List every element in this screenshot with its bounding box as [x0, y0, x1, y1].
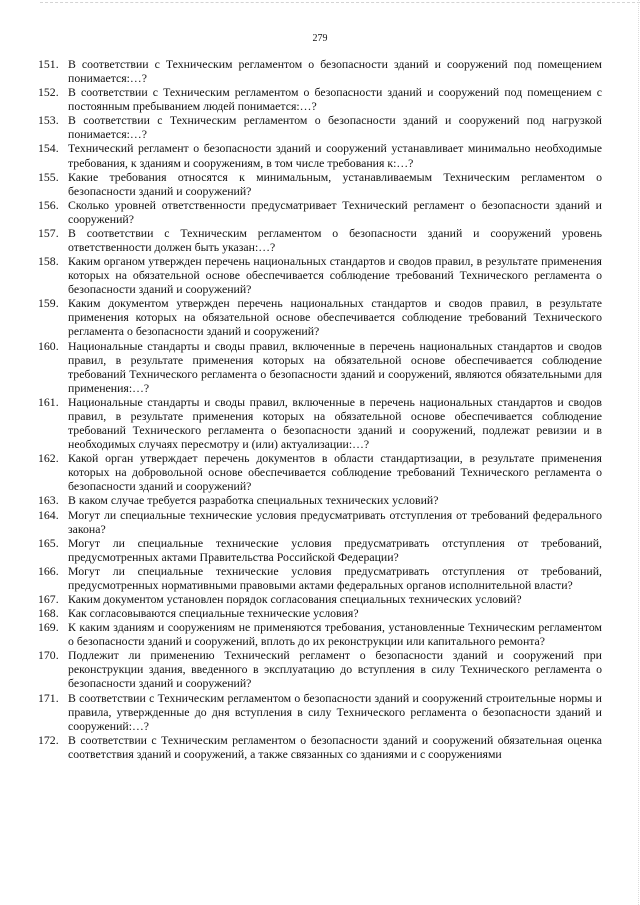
- question-item: [38, 536, 602, 564]
- question-number: 158.: [38, 254, 59, 269]
- question-number: 166.: [38, 563, 59, 578]
- question-number: 159.: [38, 296, 59, 311]
- question-item: [38, 564, 602, 592]
- question-item: [38, 691, 602, 733]
- question-number: 157.: [38, 225, 59, 240]
- question-list: [38, 57, 602, 761]
- question-number: 168.: [38, 606, 59, 621]
- question-item: [38, 226, 602, 254]
- question-number: 154.: [38, 141, 59, 156]
- question-text: В соответствии с Техническим регламентом о безопасности зданий и сооружений под помещением понимается:…?: [68, 57, 602, 86]
- question-text: Национальные стандарты и своды правил, включенные в перечень национальных стандартов и сводов правил, в результате применения которых на обязательной основе обеспечивается соблюдение требований Технического регламента о безопасности зданий и сооружений, являются обязательными для применения:…?: [68, 338, 602, 395]
- question-text: К каким зданиям и сооружениям не применяются требования, установленные Техническим регламентом о безопасности зданий и сооружений, вплоть до их реконструкции или капитального ремонта?: [68, 620, 602, 649]
- question-number: 151.: [38, 57, 59, 71]
- question-text: Технический регламент о безопасности зданий и сооружений устанавливает минимально необходимые требования, к зданиям и сооружениям, в том числе требования к:…?: [68, 141, 602, 170]
- question-text: Какие требования относятся к минимальным, устанавливаемым Техническим регламентом о безопасности зданий и сооружений?: [68, 169, 602, 198]
- question-number: 169.: [38, 620, 59, 635]
- question-item: [38, 170, 602, 198]
- scan-edge-top-divider: [40, 2, 640, 3]
- question-text: В соответствии с Техническим регламентом о безопасности зданий и сооружений под нагрузкой понимается:…?: [68, 113, 602, 142]
- question-item: [38, 620, 602, 648]
- question-item: [38, 141, 602, 169]
- question-number: 164.: [38, 507, 59, 522]
- question-text: Могут ли специальные технические условия предусматривать отступления от требований, предусмотренных нормативными правовыми актами федеральных органов исполнительной власти?: [68, 563, 602, 592]
- question-item: [38, 57, 602, 85]
- question-item: [38, 733, 602, 761]
- question-text: Подлежит ли применению Технический регламент о безопасности зданий и сооружений при реконструкции здания, введенного в эксплуатацию до вступления в силу Технического регламента о безопасности зданий и сооружений?: [68, 648, 602, 691]
- question-number: 171.: [38, 690, 59, 705]
- question-text: В соответствии с Техническим регламентом о безопасности зданий и сооружений уровень ответственности должен быть указан:…?: [68, 225, 602, 255]
- question-text: В соответствии с Техническим регламентом о безопасности зданий и сооружений обязательная оценка соответствия зданий и сооружений, а также связанных со зданиями и с сооружениями: [68, 732, 602, 761]
- question-item: [38, 592, 602, 606]
- question-number: 170.: [38, 648, 59, 663]
- question-item: [38, 606, 602, 620]
- question-text: Могут ли специальные технические условия предусматривать отступления от требований федерального закона?: [68, 507, 602, 536]
- question-number: 165.: [38, 535, 59, 550]
- question-text: Могут ли специальные технические условия предусматривать отступления от требований, предусмотренных актами Правительства Российской Федерации?: [68, 535, 602, 564]
- question-number: 172.: [38, 732, 59, 747]
- question-item: [38, 113, 602, 141]
- question-text: Каким органом утвержден перечень национальных стандартов и сводов правил, в результате применения которых на обязательной основе обеспечивается соблюдение требований Технического регламента о безопасности зданий и сооружений?: [68, 254, 602, 297]
- question-text: Каким документом утвержден перечень национальных стандартов и сводов правил, в результате применения которых на обязательной основе обеспечивается соблюдение требований Технического регламента о безопасности зданий и сооружений?: [68, 296, 602, 339]
- question-number: 162.: [38, 451, 59, 466]
- question-number: 167.: [38, 591, 59, 606]
- question-item: [38, 508, 602, 536]
- question-item: [38, 451, 602, 493]
- question-text: Сколько уровней ответственности предусматривает Технический регламент о безопасности зданий и сооружений?: [68, 197, 602, 226]
- question-number: 156.: [38, 197, 59, 212]
- question-text: В каком случае требуется разработка специальных технических условий?: [68, 493, 439, 508]
- question-text: Каким документом установлен порядок согласования специальных технических условий?: [68, 591, 522, 606]
- question-text: Национальные стандарты и своды правил, включенные в перечень национальных стандартов и сводов правил, в результате применения которых на обязательной основе обеспечивается соблюдение требований Технического регламента о безопасности зданий и сооружений, подлежат ревизии и в необходимых случаях пересмотру и (или) актуализации:…?: [68, 394, 602, 452]
- question-item: [38, 254, 602, 296]
- question-item: [38, 395, 602, 451]
- question-number: 163.: [38, 493, 59, 508]
- question-item: [38, 198, 602, 226]
- question-number: 155.: [38, 169, 59, 184]
- question-number: 161.: [38, 394, 59, 409]
- question-text: Какой орган утверждает перечень документов в области стандартизации, в результате применения которых на добровольной основе обеспечивается соблюдение требований Технического регламента о безопасности зданий и сооружений?: [68, 451, 602, 494]
- page-number: 279: [312, 33, 328, 44]
- question-number: 160.: [38, 338, 59, 353]
- question-item: [38, 493, 602, 507]
- question-text: В соответствии с Техническим регламентом о безопасности зданий и сооружений строительные нормы и правила, утвержденные до дня вступления в силу Технического регламента о безопасности зданий и сооружений:…?: [68, 690, 602, 733]
- question-item: [38, 296, 602, 338]
- question-item: [38, 85, 602, 113]
- question-text: В соответствии с Техническим регламентом о безопасности зданий и сооружений под помещением с постоянным пребыванием людей понимается:…?: [68, 85, 602, 114]
- question-number: 152.: [38, 85, 59, 100]
- scan-edge-right-divider: [638, 0, 639, 905]
- question-item: [38, 648, 602, 690]
- question-item: [38, 339, 602, 395]
- question-text: Как согласовываются специальные технические условия?: [68, 606, 359, 621]
- question-number: 153.: [38, 113, 59, 128]
